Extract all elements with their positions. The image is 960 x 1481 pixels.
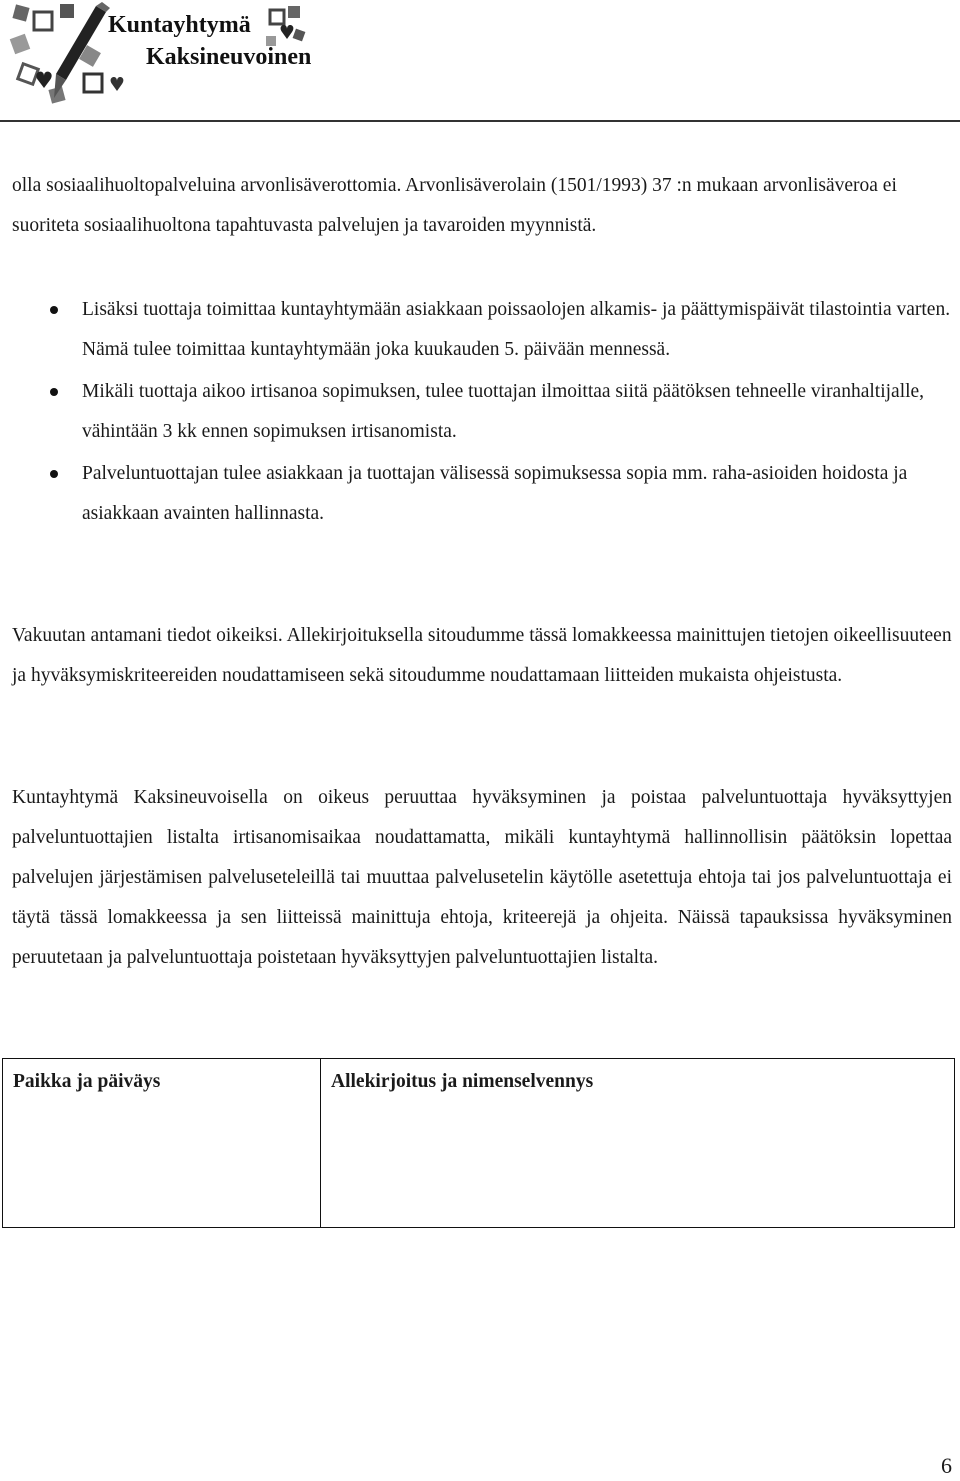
page-header <box>0 0 960 120</box>
list-item <box>12 372 952 452</box>
list-item-text: Palveluntuottajan tulee asiakkaan ja tuottajan välisessä sopimuksessa sopia mm. raha-asioiden hoidosta ja asiakkaan avainten hallinnasta. <box>82 463 908 524</box>
header-divider <box>0 120 960 122</box>
signature-field[interactable] <box>321 1059 955 1228</box>
logo-title-line1: Kuntayhtymä <box>108 12 251 38</box>
paragraph-revocation: Kuntayhtymä Kaksineuvoisella on oikeus peruuttaa hyväksyminen ja poistaa palveluntuottaja hyväksyttyjen palveluntuottajien listalta irtisanomisaikaa noudattamatta, mikäli kuntayhtymä hallinnollisin päätöksin lopettaa palvelujen järjestämisen palveluseteleillä tai muuttaa palvelusetelin käytölle asetettuja ehtoja tai jos palveluntuottaja ei täytä tässä lomakkeessa ja sen liitteissä mainittuja ehtoja, kriteerejä ja ohjeita. Näissä tapauksissa hyväksyminen peruutetaan ja palveluntuottaja poistetaan hyväksyttyjen palveluntuottajien listalta. <box>12 787 952 968</box>
signature-table <box>2 1058 955 1228</box>
bullet-icon <box>50 388 58 396</box>
signature-label: Allekirjoitus ja nimenselvennys <box>331 1071 594 1092</box>
bullet-icon <box>50 470 58 478</box>
list-item <box>12 290 952 370</box>
page-number: 6 <box>941 1453 952 1478</box>
place-date-field[interactable] <box>3 1059 321 1228</box>
list-item-text: Mikäli tuottaja aikoo irtisanoa sopimuksen, tulee tuottajan ilmoittaa siitä päätöksen tehneelle viranhaltijalle, vähintään 3 kk ennen sopimuksen irtisanomista. <box>82 381 925 442</box>
list-item-text: Lisäksi tuottaja toimittaa kuntayhtymään asiakkaan poissaolojen alkamis- ja päättymispäivät tilastointia varten. Nämä tulee toimittaa kuntayhtymään joka kuukauden 5. päivään mennessä. <box>82 299 951 360</box>
bullet-list <box>12 290 952 534</box>
paragraph-vat: olla sosiaalihuoltopalveluina arvonlisäverottomia. Arvonlisäverolain (1501/1993) 37 :n mukaan arvonlisäveroa ei suoriteta sosiaalihuoltona tapahtuvasta palvelujen ja tavaroiden myynnistä. <box>12 175 897 236</box>
bullet-icon <box>50 306 58 314</box>
logo-title-line2: Kaksineuvoinen <box>146 44 312 70</box>
place-date-label: Paikka ja päiväys <box>13 1071 161 1092</box>
paragraph-declaration: Vakuutan antamani tiedot oikeiksi. Allekirjoituksella sitoudumme tässä lomakkeessa mainittujen tietojen oikeellisuuteen ja hyväksymiskriteereiden noudattamiseen sekä sitoudumme noudattamaan liitteiden mukaista ohjeistusta. <box>12 625 952 686</box>
list-item <box>12 454 952 534</box>
